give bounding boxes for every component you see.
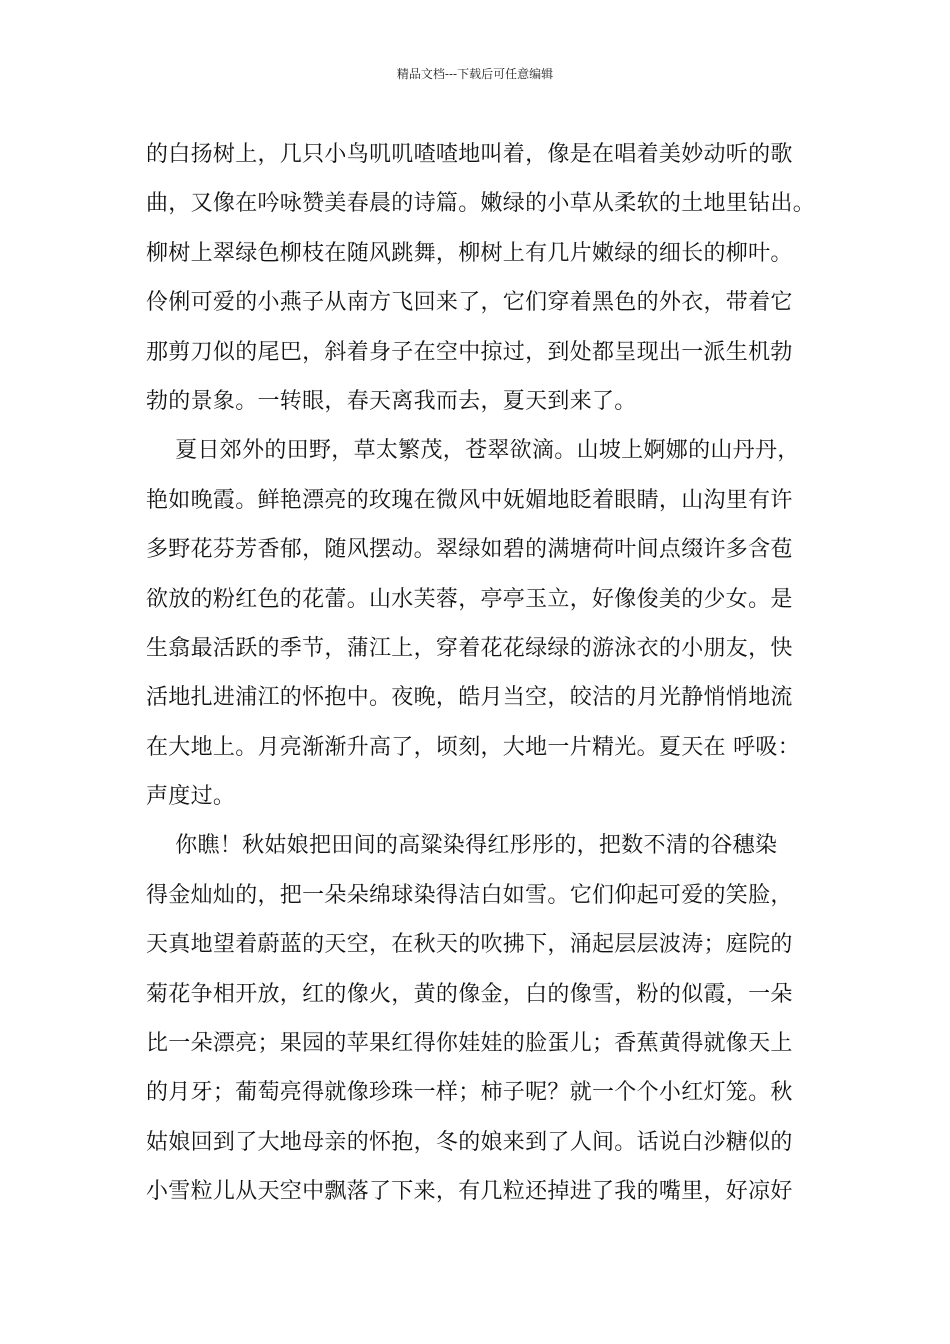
- page-header: 精品文档---下载后可任意编辑: [396, 67, 554, 81]
- text-line: 你瞧！秋姑娘把田间的高粱染得红彤彤的，把数不清的谷穗染: [146, 833, 778, 859]
- text-line: 欲放的粉红色的花蕾。山水芙蓉，亭亭玉立，好像俊美的少女。是: [146, 586, 793, 612]
- text-line: 曲，又像在吟咏赞美春晨的诗篇。嫩绿的小草从柔软的土地里钻出。: [146, 191, 816, 217]
- text-line: 那剪刀似的尾巴，斜着身子在空中掠过，到处都呈现出一派生机勃: [146, 339, 793, 365]
- text-line: 柳树上翠绿色柳枝在随风跳舞，柳树上有几片嫩绿的细长的柳叶。: [146, 240, 793, 266]
- text-line: 多野花芬芳香郁，随风摆动。翠绿如碧的满塘荷叶间点缀许多含苞: [146, 537, 793, 563]
- text-line: 小雪粒儿从天空中飘落了下来，有几粒还掉进了我的嘴里，好凉好: [146, 1179, 793, 1205]
- document-body: [146, 130, 836, 1217]
- text-line: 活地扎进浦江的怀抱中。夜晚，皓月当空，皎洁的月光静悄悄地流: [146, 685, 793, 711]
- text-line: 比一朵漂亮；果园的苹果红得你娃娃的脸蛋儿；香蕉黄得就像天上: [146, 1031, 793, 1057]
- text-line: 声度过。: [146, 784, 236, 810]
- text-line: 艳如晚霞。鲜艳漂亮的玫瑰在微风中妩媚地眨着眼睛，山沟里有许: [146, 487, 793, 513]
- text-line: 勃的景象。一转眼，春天离我而去，夏天到来了。: [146, 388, 637, 414]
- text-line: 在大地上。月亮渐渐升高了，顷刻，大地一片精光。夏天在 呼吸：: [146, 734, 800, 760]
- text-line: 夏日郊外的田野，草太繁茂，苍翠欲滴。山坡上婀娜的山丹丹，: [146, 438, 800, 464]
- text-line: 天真地望着蔚蓝的天空，在秋天的吹拂下，涌起层层波涛；庭院的: [146, 932, 793, 958]
- text-line: 得金灿灿的，把一朵朵绵球染得洁白如雪。它们仰起可爱的笑脸，: [146, 882, 793, 908]
- text-line: 的月牙；葡萄亮得就像珍珠一样；柿子呢？就一个个小红灯笼。秋: [146, 1080, 793, 1106]
- text-line: 的白扬树上，几只小鸟叽叽喳喳地叫着，像是在唱着美妙动听的歌: [146, 142, 793, 167]
- text-line: 菊花争相开放，红的像火，黄的像金，白的像雪，粉的似霞，一朵: [146, 981, 793, 1007]
- text-line: 伶俐可爱的小燕子从南方飞回来了，它们穿着黑色的外衣，带着它: [146, 290, 793, 316]
- text-line: 姑娘回到了大地母亲的怀抱，冬的娘来到了人间。话说白沙糖似的: [146, 1129, 793, 1155]
- text-line: 生翕最活跃的季节，蒲江上，穿着花花绿绿的游泳衣的小朋友，快: [146, 635, 793, 661]
